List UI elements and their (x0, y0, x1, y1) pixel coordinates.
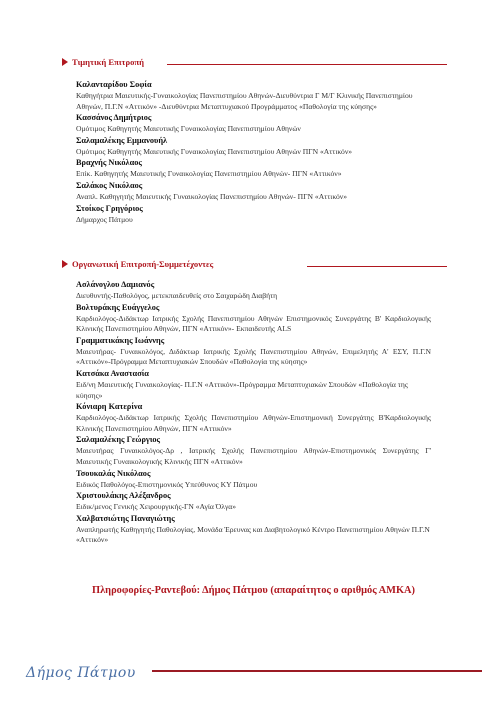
member (76, 180, 431, 203)
member-desc: Διευθυντής-Παθολόγος, μετεκπαιδευθείς στο Σαιχαρώδη Διαβήτη (76, 291, 278, 300)
member (76, 203, 431, 226)
triangle-bullet-icon (62, 260, 68, 268)
member-desc: Καρδιολόγος-Διδάκτωρ Ιατρικής Σχολής Πανεπιστημίου Αθηνών-Επιστημονική Συνεργάτης Β'Καρδιολογικής Κλινικής Πανεπιστημίου Αθηνών, ΠΓΝ «Αττικόν» (76, 413, 431, 433)
member-name: Σαλαμαλέκης Εμμανουήλ (76, 135, 168, 145)
member-name: Ασλάνογλου Δαμιανός (76, 280, 155, 289)
member-name: Τσουκαλάς Νικόλαος (76, 468, 151, 478)
member-desc: Μαιευτήρας- Γυναικολόγος, Διδάκτωρ Ιατρικής Σχολής Πανεπιστημίου Αθηνών, Επιμελητής Α' ΕΣΥ, Π.Γ.Ν «Αττικόν»-Πρόγραμμα Μεταπτυχιακών Σπουδών «Παθολογία της κύησης» (76, 346, 431, 367)
member (76, 434, 431, 467)
organizing-committee-header (62, 258, 447, 272)
member (76, 302, 431, 335)
section-title: Τιμητική Επιτροπή (72, 57, 144, 67)
member-desc: Δήμαρχος Πάτμου (76, 214, 133, 224)
member-name: Γραμματικάκης Ιωάννης (76, 335, 165, 345)
triangle-bullet-icon (62, 58, 68, 66)
member (76, 79, 431, 112)
member-desc: Ειδ/νη Μαιευτικής Γυναικολογίας- Π.Γ.Ν «Αττικόν»-Πρόγραμμα Μεταπτυχιακών Σπουδών «Παθολογία της κύησης» (76, 379, 408, 400)
member-desc: Ειδικ/μενος Γενικής Χειρουργικής-ΓΝ «Αγία Όλγα» (76, 502, 237, 512)
info-line: Πληροφορίες-Ραντεβού: Δήμος Πάτμου (απαραίτητος ο αριθμός ΑΜΚΑ) (92, 585, 416, 596)
member (76, 335, 431, 368)
member (76, 368, 431, 401)
footer-rule (152, 670, 482, 672)
member (76, 513, 431, 546)
section-rule (307, 266, 447, 267)
scientific-committee-list (76, 79, 431, 225)
member-name: Καλανταρίδου Σοφία (76, 80, 152, 89)
member-desc: Ειδικός Παθολόγος-Επιστημονικός Υπεύθυνος ΚΥ Πάτμου (76, 479, 258, 489)
member-desc: Μαιευτήρας Γυναικολόγος-Δρ , Ιατρικής Σχολής Πανεπιστημίου Αθηνών-Επιστημονικός Συνεργάτης Γ' Μαιευτικής Γυναικολογικής Κλινικής ΠΓΝ «Αττικόν» (76, 446, 431, 466)
member (76, 490, 431, 513)
member-desc: Επίκ. Καθηγητής Μαιευτικής Γυναικολογίας Πανεπιστημίου Αθηνών- ΠΓΝ «Αττικόν» (76, 169, 342, 179)
member-name: Σαλάκος Νικόλαος (76, 180, 143, 190)
member (76, 468, 431, 491)
member (76, 135, 431, 158)
member-desc: Ομότιμος Καθηγητής Μαιευτικής Γυναικολογίας Πανεπιστημίου Αθηνών (76, 124, 301, 134)
member (76, 401, 431, 434)
municipality-logo: Δήμος Πάτμου (26, 665, 136, 681)
member-name: Χριστουλάκης Αλέξανδρος (76, 491, 171, 501)
member (76, 157, 431, 180)
member-name: Σαλαμαλέκης Γεώργιος (76, 435, 161, 445)
member-desc: Αναπλ. Καθηγητής Μαιευτικής Γυναικολογίας Πανεπιστημίου Αθηνών- ΠΓΝ «Αττικόν» (76, 191, 348, 201)
section-title: Οργανωτική Επιτροπή-Συμμετέχοντες (72, 259, 214, 269)
member-desc: Αναπληρωτής Καθηγητής Παθολογίας, Μονάδα Έρευνας και Διαβητολογικό Κέντρο Πανεπιστημίου Αθηνών Π.Γ.Ν «Αττικόν» (76, 524, 430, 545)
member-name: Βραχνής Νικόλαος (76, 158, 142, 168)
member-name: Βολτυράκης Ευάγγελος (76, 302, 160, 312)
section-rule (167, 64, 447, 65)
member-name: Κόνιαρη Κατερίνα (76, 402, 143, 412)
member-desc: Καρδιολόγος-Διδάκτωρ Ιατρικής Σχολής Πανεπιστημίου Αθηνών Επιστημονικός Συνεργάτης Β' Καρδιολογικής Κλινικής Πανεπιστημίου Αθηνών, ΠΓΝ «Αττικόν»- Εκπαιδευτής ALS (76, 313, 431, 334)
scientific-committee-header (62, 56, 447, 70)
member (76, 279, 431, 302)
member-desc: Ομότιμος Καθηγητής Μαιευτικής Γυναικολογίας Πανεπιστημίου Αθηνών ΠΓΝ «Αττικόν» (76, 146, 353, 156)
member-desc: Καθηγήτρια Μαιευτικής-Γυναικολογίας Πανεπιστημίου Αθηνών-Διευθύντρια Γ Μ/Γ Κλινικής Πανεπιστημίου Αθηνών, Π.Γ.Ν «Αττικόν» -Διευθύντρια Μεταπτυχιακού Προγράμματος «Παθολογία της κύησης» (76, 91, 413, 111)
member-name: Κασσάνος Δημήτριος (76, 113, 152, 123)
member-name: Χαλβατσιώτης Παναγιώτης (76, 513, 175, 523)
member-name: Κατσάκα Αναστασία (76, 368, 149, 378)
organizing-committee-list (76, 279, 431, 546)
member-name: Στοίκος Γρηγόριος (76, 203, 143, 213)
member (76, 112, 431, 135)
